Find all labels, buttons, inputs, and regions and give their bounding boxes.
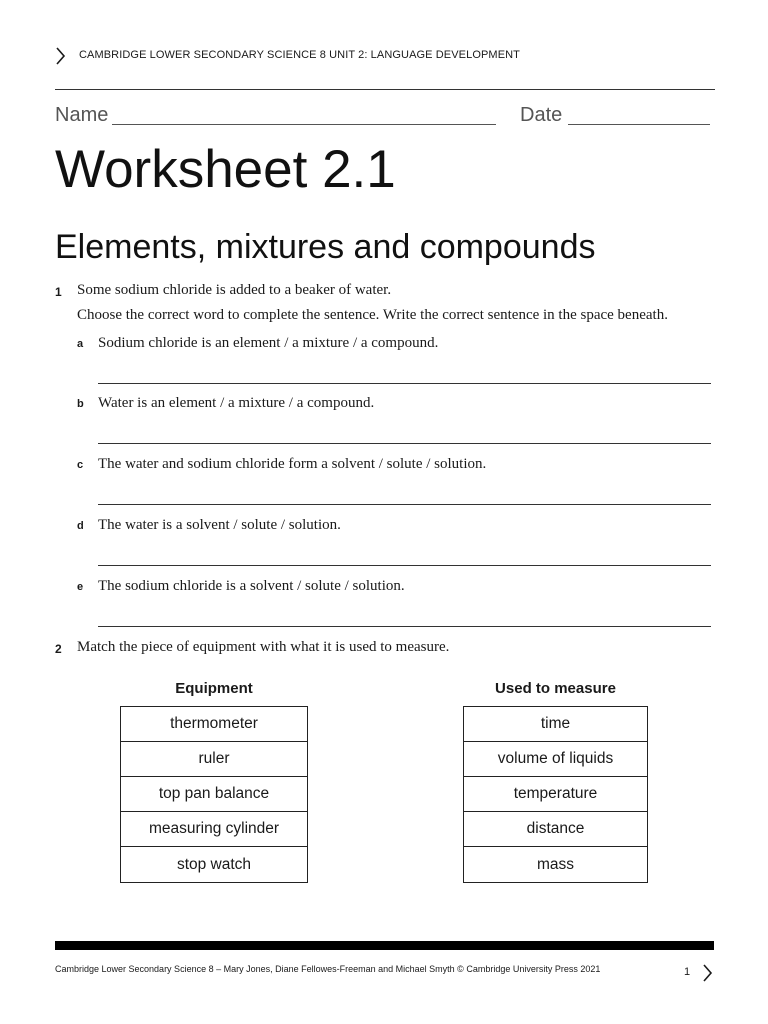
- question-number: 1: [55, 285, 62, 299]
- footer-credit: Cambridge Lower Secondary Science 8 – Mary Jones, Diane Fellowes-Freeman and Michael Smyth © Cambridge University Press 2021: [55, 964, 601, 974]
- measure-cell[interactable]: mass: [536, 855, 575, 873]
- part-letter: c: [77, 459, 84, 471]
- equipment-cell[interactable]: ruler: [121, 742, 307, 777]
- part-text: Water is an element / a mixture / a compound.: [98, 395, 375, 411]
- equipment-cell[interactable]: measuring cylinder: [121, 812, 307, 847]
- footer-bar: [55, 941, 714, 950]
- question-instruction: Choose the correct word to complete the sentence. Write the correct sentence in the space beneath.: [77, 307, 668, 323]
- name-label: Name: [55, 104, 109, 126]
- answer-line[interactable]: [98, 626, 711, 627]
- answer-line[interactable]: [98, 565, 711, 566]
- measure-cell[interactable]: distance: [464, 812, 647, 847]
- part-letter: a: [77, 338, 84, 350]
- page-subtitle: Elements, mixtures and compounds: [55, 228, 596, 266]
- header-divider: [55, 89, 715, 90]
- part-text: The water and sodium chloride form a solvent / solute / solution.: [98, 456, 487, 472]
- equipment-header: Equipment: [175, 680, 253, 697]
- equipment-cell[interactable]: thermometer: [121, 707, 307, 742]
- running-header: CAMBRIDGE LOWER SECONDARY SCIENCE 8 UNIT 2: LANGUAGE DEVELOPMENT: [79, 49, 520, 61]
- part-text: The sodium chloride is a solvent / solute / solution.: [98, 578, 405, 594]
- equipment-cell[interactable]: top pan balance: [121, 777, 307, 812]
- answer-line[interactable]: [98, 383, 711, 384]
- equipment-cell[interactable]: stop watch: [176, 855, 252, 873]
- answer-line[interactable]: [98, 443, 711, 444]
- name-field[interactable]: [112, 124, 496, 125]
- page-title: Worksheet 2.1: [55, 140, 396, 199]
- part-letter: e: [77, 581, 84, 593]
- part-letter: d: [77, 520, 84, 532]
- part-text: The water is a solvent / solute / solution.: [98, 517, 341, 533]
- question-number: 2: [55, 642, 62, 656]
- date-field[interactable]: [568, 124, 710, 125]
- answer-line[interactable]: [98, 504, 711, 505]
- measure-cell[interactable]: volume of liquids: [464, 742, 647, 777]
- page-number: 1: [684, 966, 691, 978]
- measure-table: [463, 706, 648, 883]
- chevron-right-icon: [54, 46, 66, 66]
- date-label: Date: [520, 104, 563, 126]
- equipment-table: [120, 706, 308, 883]
- question-text: Match the piece of equipment with what it is used to measure.: [77, 639, 450, 655]
- measure-cell[interactable]: temperature: [464, 777, 647, 812]
- measure-cell[interactable]: time: [464, 707, 647, 742]
- measure-header: Used to measure: [495, 680, 616, 697]
- part-letter: b: [77, 398, 84, 410]
- part-text: Sodium chloride is an element / a mixture / a compound.: [98, 335, 439, 351]
- question-intro: Some sodium chloride is added to a beaker of water.: [77, 282, 392, 298]
- chevron-right-icon[interactable]: [701, 963, 713, 983]
